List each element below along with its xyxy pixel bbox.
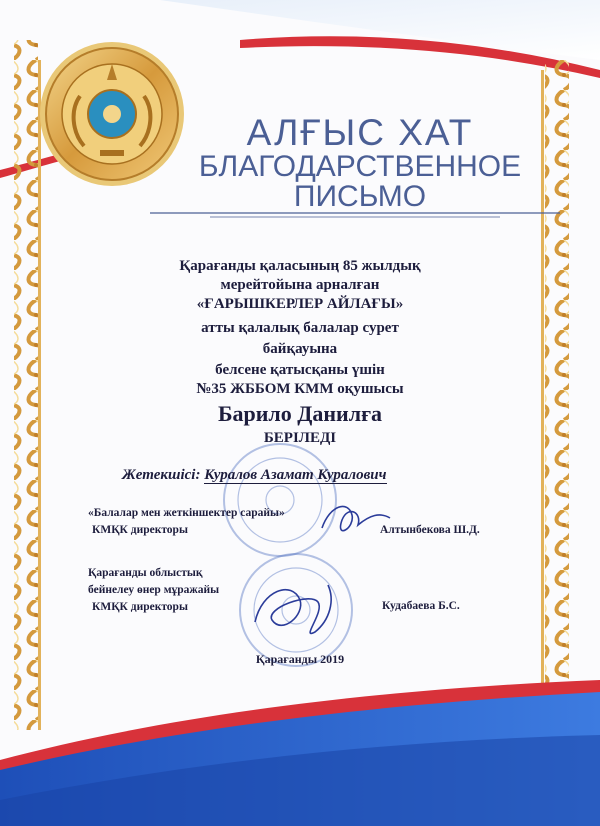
body-line: байқауына [262, 341, 338, 357]
signatory-org: бейнелеу өнер мұражайы [88, 584, 220, 596]
school-line: №35 ЖББОМ КММ оқушысы [196, 381, 404, 397]
title-russian-line2: ПИСЬМО [293, 180, 427, 213]
blue-stamp-icon [240, 554, 352, 666]
signatory-title: КМҚК директоры [92, 524, 188, 536]
supervisor-line [122, 467, 387, 484]
body-line: Қарағанды қаласының 85 жылдық [179, 258, 421, 274]
signatory-title: КМҚК директоры [92, 601, 188, 613]
supervisor-label: Жетекшісі: [122, 467, 201, 483]
body-line: атты қалалық балалар сурет [201, 320, 399, 336]
contest-name: «ҒАРЫШКЕРЛЕР АЙЛАҒЫ» [196, 296, 404, 312]
supervisor-name: Куралов Азамат Куралович [204, 467, 387, 483]
awarded-text: БЕРІЛЕДІ [263, 430, 337, 446]
recipient-name: Барило Данилға [217, 401, 383, 426]
signatory-name: Кудабаева Б.С. [382, 600, 460, 612]
title-kazakh: АЛҒЫС ХАТ [246, 112, 474, 153]
signature-icon [255, 585, 331, 633]
signatory-org: Қарағанды облыстық [88, 567, 203, 579]
signatory-org: «Балалар мен жеткіншектер сарайы» [88, 507, 285, 519]
city-year: Қарағанды 2019 [255, 652, 345, 666]
body-line: мерейтойына арналған [220, 277, 380, 293]
signatory-name: Алтынбекова Ш.Д. [380, 524, 480, 536]
title-russian-line1: БЛАГОДАРСТВЕННОЕ [198, 150, 522, 183]
blue-stamp-icon [224, 444, 336, 556]
body-line: белсене қатысқаны үшін [215, 362, 385, 378]
